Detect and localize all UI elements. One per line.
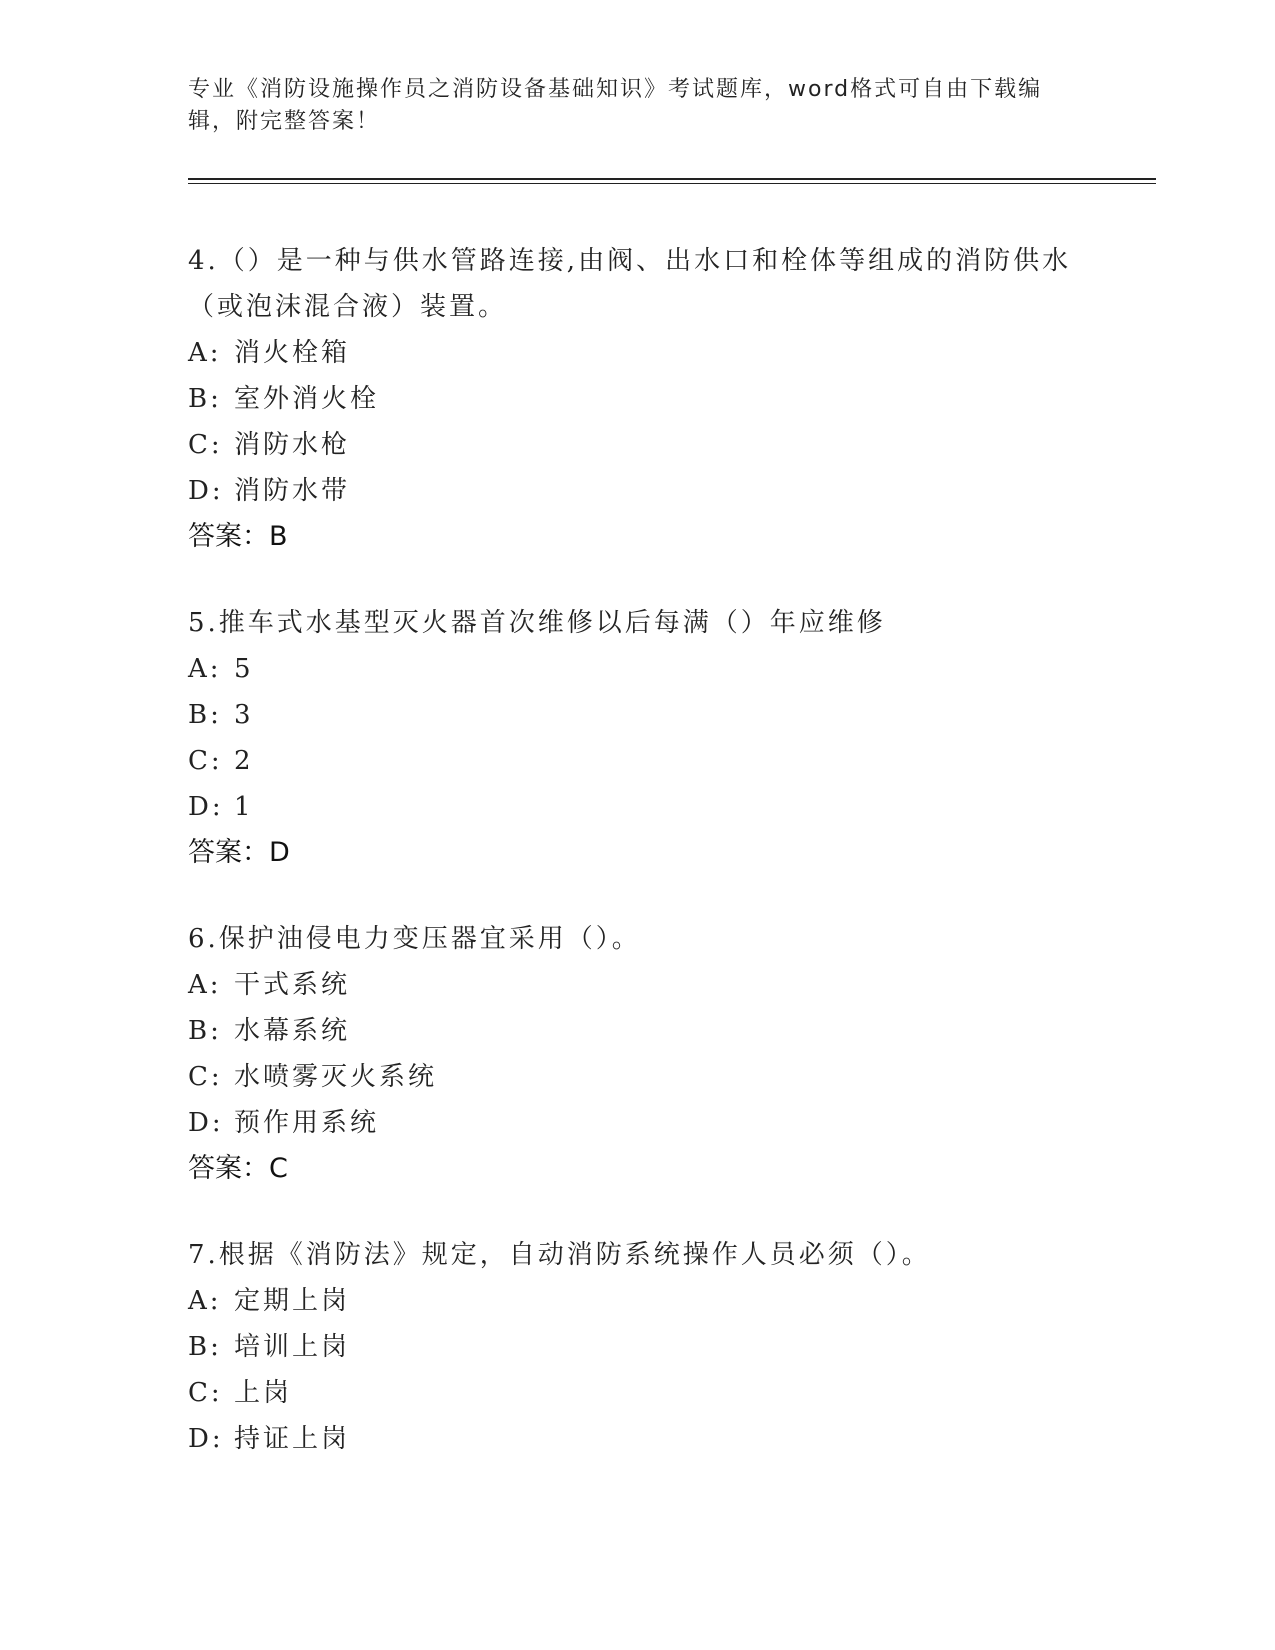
question-6 [188,916,1088,1192]
option-a [188,646,1088,692]
option-b [188,376,1088,422]
option-text: 2 [234,746,254,776]
option-letter: A: [188,1286,222,1316]
option-text: 预作用系统 [234,1108,380,1138]
question-stem: 5.推车式水基型灭火器首次维修以后每满（）年应维修 [188,608,886,638]
header-divider-thin [188,183,1156,184]
option-text: 水喷雾灭火系统 [234,1062,438,1092]
header-divider-thick [188,178,1156,180]
option-letter: A: [188,654,222,684]
option-letter: C: [188,1378,223,1408]
option-c [188,422,1088,468]
question-5 [188,600,1088,876]
option-text: 水幕系统 [234,1016,351,1046]
question-7 [188,1232,1088,1462]
option-b [188,692,1088,738]
option-letter: D: [188,792,224,822]
option-letter: B: [188,1016,222,1046]
option-c [188,1370,1088,1416]
option-text: 消防水带 [234,476,351,506]
header-line-1: 专业《消防设施操作员之消防设备基础知识》考试题库，word格式可自由下载编 [188,77,1043,102]
answer-line: 答案：D [188,837,290,868]
header-line-2: 辑，附完整答案！ [188,109,381,134]
option-text: 定期上岗 [234,1286,351,1316]
option-letter: C: [188,1062,223,1092]
option-a [188,962,1088,1008]
option-b [188,1008,1088,1054]
option-text: 干式系统 [234,970,351,1000]
option-letter: B: [188,384,222,414]
question-stem-continued: （或泡沫混合液）装置。 [188,292,508,322]
option-letter: C: [188,430,223,460]
question-list [188,238,1088,1502]
option-d [188,784,1088,830]
option-text: 上岗 [234,1378,293,1408]
option-letter: B: [188,700,222,730]
option-a [188,1278,1088,1324]
option-d [188,1100,1088,1146]
option-letter: D: [188,1108,224,1138]
option-text: 5 [234,654,254,684]
option-letter: D: [188,1424,224,1454]
option-a [188,330,1088,376]
option-text: 1 [234,792,254,822]
option-text: 消火栓箱 [234,338,351,368]
option-text: 持证上岗 [234,1424,351,1454]
option-c [188,738,1088,784]
answer-line: 答案：B [188,521,288,552]
option-letter: A: [188,338,222,368]
option-text: 3 [234,700,254,730]
document-header [188,74,1088,138]
option-text: 消防水枪 [234,430,351,460]
question-4 [188,238,1088,560]
option-letter: D: [188,476,224,506]
option-text: 培训上岗 [234,1332,351,1362]
question-stem: 6.保护油侵电力变压器宜采用（）。 [188,924,641,954]
option-letter: B: [188,1332,222,1362]
option-b [188,1324,1088,1370]
answer-line: 答案：C [188,1153,288,1184]
option-letter: A: [188,970,222,1000]
question-stem: 4.（）是一种与供水管路连接,由阀、出水口和栓体等组成的消防供水 [188,246,1072,276]
option-text: 室外消火栓 [234,384,380,414]
option-letter: C: [188,746,223,776]
option-d [188,468,1088,514]
question-stem: 7.根据《消防法》规定，自动消防系统操作人员必须（）。 [188,1240,931,1270]
option-d [188,1416,1088,1462]
option-c [188,1054,1088,1100]
